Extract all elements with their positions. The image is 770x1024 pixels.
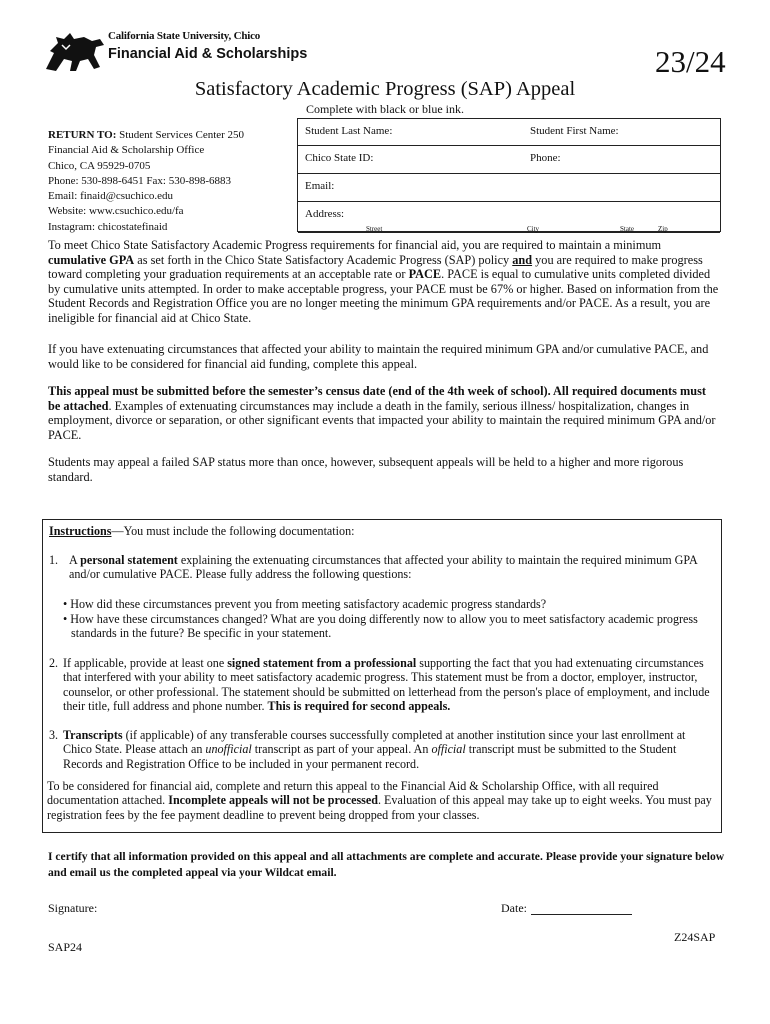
wildcat-logo-icon [44,29,106,73]
address-field[interactable]: Address: [305,208,345,220]
return-line-3: Chico, CA 95929-0705 [48,159,151,172]
address-row [298,202,720,233]
item-1-number: 1. [49,553,59,567]
signature-field[interactable]: Signature: [48,901,98,915]
return-line-6: Website: www.csuchico.edu/fa [48,205,184,218]
return-address [48,128,244,235]
item-2-number: 2. [49,656,59,670]
page-title: Satisfactory Academic Progress (SAP) Appeal [194,78,576,100]
university-name: California State University, Chico [108,30,261,42]
item-3-text: Transcripts (if applicable) of any transferable courses successfully completed at another institution since your last enrollment at Chico State. Please attach an unofficial transcript as part of your appeal. An official transcript must be submitted to the Student Records and Registration Office to be included in your permanent record. [63,728,686,771]
intro-paragraph-3: This appeal must be submitted before the semester’s census date (end of the 4th week of school). All required documents must be attached. Examples of extenuating circumstances may include a death in the family, serious illness/ hospitalization, changes in employment, divorce or separation, or other significant events that impacted your ability to maintain the required minimum GPA and/or PACE. [48,384,716,442]
certification-statement: I certify that all information provided on this appeal and all attachments are complete and accurate. Please provide your signature below and email us the completed appeal via your Wildcat email. [48,850,725,879]
instructions-box [42,519,722,833]
item-3-number: 3. [49,728,59,742]
page-subtitle: Complete with black or blue ink. [306,102,464,116]
department-name: Financial Aid & Scholarships [108,46,308,62]
intro-paragraph-2: If you have extenuating circumstances that affected your ability to maintain the required minimum GPA and/or cumulative PACE, and would like to be considered for financial aid funding, complete this appeal. [48,342,709,371]
return-label: RETURN TO: [48,129,117,141]
return-line-4: Phone: 530-898-6451 Fax: 530-898-6883 [48,174,232,187]
date-line [531,914,632,915]
item-2-text: If applicable, provide at least one signed statement from a professional supporting the fact that you had extenuating circumstances that interfered with your ability to meet satisfactory academic progress. This statement must be from a doctor, employer, instructor, counselor, or other professional. The statement should be submitted on letterhead from the person's place of employment, and include their title, full address and phone number. This is required for second appeals. [63,656,710,714]
intro-paragraph-1: To meet Chico State Satisfactory Academic Progress requirements for financial aid, you are required to maintain a minimum cumulative GPA as set forth in the Chico State Satisfactory Academic Progress (SAP) policy and you are required to make progress toward completing your graduation requirements at an acceptable rate or PACE. PACE is equal to cumulative units completed divided by cumulative units attempted. In order to make acceptable progress, your PACE must be 67% or higher. Based on information from the Student Records and Registration Office you are no longer meeting the minimum GPA requirements and/or PACE. As a result, you are ineligible for financial aid at Chico State. [48,238,719,325]
bullet-2: • How have these circumstances changed? What are you doing differently now to allow you to meet satisfactory academic progress standards in the future? Be specific in your statement. [63,612,698,641]
bullet-1: • How did these circumstances prevent you from meeting satisfactory academic progress standards? [63,597,547,611]
item-1-text: A personal statement explaining the extenuating circumstances that affected your ability to maintain the required minimum GPA and/or cumulative PACE. Please fully address the following questions: [69,553,698,582]
instructions-heading: Instructions—You must include the following documentation: [49,524,355,538]
student-info-box [297,118,721,232]
closing-paragraph: To be considered for financial aid, complete and return this appeal to the Financial Aid & Scholarship Office, with all required documentation attached. Incomplete appeals will not be processed. Evaluation of this appeal may take up to eight weeks. You must pay registration fees by the fee payment deadline to prevent being dropped from your classes. [47,779,712,822]
aid-year: 23/24 [655,44,726,79]
email-row [298,174,720,202]
chico-id-field[interactable]: Chico State ID: [305,152,374,164]
city-label: City [527,225,540,233]
return-line-2: Financial Aid & Scholarship Office [48,144,205,157]
state-label: State [620,225,634,233]
id-row [298,146,720,174]
intro-paragraph-4: Students may appeal a failed SAP status more than once, however, subsequent appeals will be held to a higher and more rigorous standard. [48,455,684,484]
zip-label: Zip [658,225,668,233]
form-code-right: Z24SAP [674,930,716,944]
first-name-field[interactable]: Student First Name: [530,125,619,137]
name-row [298,119,720,146]
return-line-7: Instagram: chicostatefinaid [48,220,168,233]
return-line-1: Student Services Center 250 [119,129,245,141]
form-code-left: SAP24 [48,940,83,954]
date-field[interactable]: Date: [501,901,527,915]
return-line-5: Email: finaid@csuchico.edu [48,190,173,203]
email-field[interactable]: Email: [305,180,335,192]
last-name-field[interactable]: Student Last Name: [305,125,393,137]
street-label: Street [366,225,383,233]
phone-field[interactable]: Phone: [530,152,561,164]
